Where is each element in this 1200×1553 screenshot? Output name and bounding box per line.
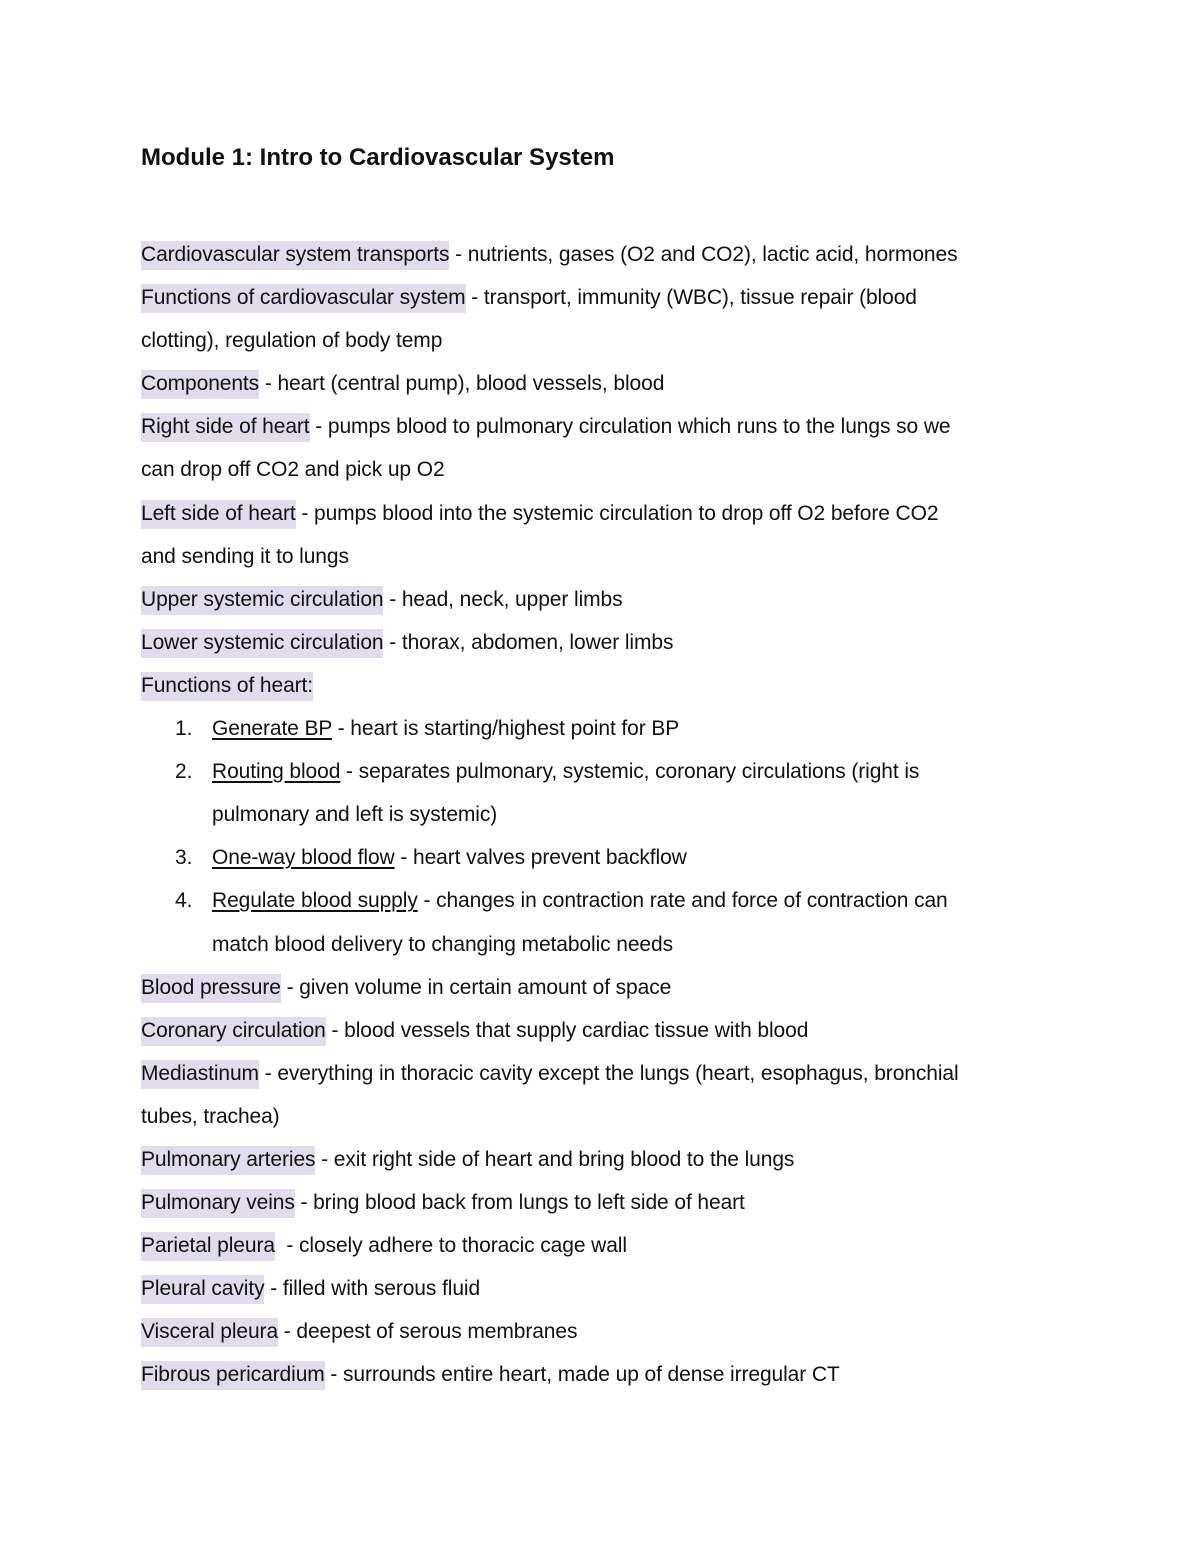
list-item-heading: Regulate blood supply — [212, 889, 418, 913]
highlighted-term: Components — [141, 370, 259, 399]
definition-text: and sending it to lungs — [141, 544, 349, 568]
list-item-text: pulmonary and left is systemic) — [212, 803, 498, 827]
note-pulmonary-veins — [141, 1181, 1071, 1224]
definition-text: - pumps blood into the systemic circulation to drop off O2 before CO2 — [295, 501, 939, 525]
list-number: 2. — [175, 760, 193, 784]
list-item-heading: One-way blood flow — [212, 846, 395, 870]
highlighted-term: Mediastinum — [141, 1060, 259, 1089]
definition-text: - thorax, abdomen, lower limbs — [383, 630, 674, 654]
list-item-heading: Generate BP — [212, 717, 332, 741]
note-pleural-cavity — [141, 1267, 1071, 1310]
note-mediastinum — [141, 1052, 1071, 1095]
note-parietal-pleura — [141, 1224, 1071, 1267]
list-item — [141, 836, 1071, 879]
definition-text: - everything in thoracic cavity except the lungs (heart, esophagus, bronchial — [258, 1061, 959, 1085]
list-number: 1. — [175, 717, 193, 741]
highlighted-term: Left side of heart — [141, 500, 296, 529]
list-item-continued — [141, 923, 1071, 966]
highlighted-term: Lower systemic circulation — [141, 629, 383, 658]
definition-text: can drop off CO2 and pick up O2 — [141, 458, 445, 482]
highlighted-term: Upper systemic circulation — [141, 586, 383, 615]
highlighted-term: Blood pressure — [141, 974, 281, 1003]
note-mediastinum-continued — [141, 1095, 1071, 1138]
highlighted-term: Functions of heart: — [141, 672, 313, 701]
note-visceral-pleura — [141, 1310, 1071, 1353]
note-left-heart-continued — [141, 535, 1071, 578]
list-item-text: - separates pulmonary, systemic, coronary circulations (right is — [340, 760, 920, 784]
highlighted-term: Pleural cavity — [141, 1275, 264, 1304]
highlighted-term: Pulmonary veins — [141, 1189, 295, 1218]
list-item-text: - heart valves prevent backflow — [394, 846, 687, 870]
definition-text: tubes, trachea) — [141, 1104, 280, 1128]
definition-text: - pumps blood to pulmonary circulation which runs to the lungs so we — [309, 415, 951, 439]
definition-text: - transport, immunity (WBC), tissue repair (blood — [465, 286, 917, 310]
page-title: Module 1: Intro to Cardiovascular System — [141, 144, 615, 171]
note-components — [141, 362, 1071, 405]
definition-text: - nutrients, gases (O2 and CO2), lactic acid, hormones — [449, 243, 958, 266]
list-number: 4. — [175, 889, 193, 913]
definition-text: - closely adhere to thoracic cage wall — [274, 1234, 627, 1258]
note-blood-pressure — [141, 966, 1071, 1009]
definition-text: - deepest of serous membranes — [278, 1320, 578, 1344]
note-functions-heart — [141, 664, 1071, 707]
definition-text: - given volume in certain amount of space — [280, 975, 672, 999]
note-functions-cvs-continued — [141, 319, 1071, 362]
note-right-heart — [141, 405, 1071, 448]
definition-text: clotting), regulation of body temp — [141, 329, 443, 353]
highlighted-term: Fibrous pericardium — [141, 1361, 325, 1390]
list-item-text: match blood delivery to changing metabolic needs — [212, 932, 673, 956]
highlighted-term: Functions of cardiovascular system — [141, 284, 466, 313]
list-item — [141, 750, 1071, 793]
highlighted-term: Visceral pleura — [141, 1318, 278, 1347]
definition-text: - surrounds entire heart, made up of dense irregular CT — [324, 1363, 840, 1387]
definition-text: - exit right side of heart and bring blood to the lungs — [315, 1147, 795, 1171]
list-number: 3. — [175, 846, 193, 870]
highlighted-term: Right side of heart — [141, 413, 310, 442]
note-right-heart-continued — [141, 448, 1071, 491]
definition-text: - bring blood back from lungs to left side of heart — [294, 1191, 745, 1215]
definition-text: - filled with serous fluid — [264, 1277, 481, 1301]
list-item — [141, 879, 1071, 922]
definition-text: - head, neck, upper limbs — [383, 587, 623, 611]
list-item — [141, 707, 1071, 750]
note-left-heart — [141, 492, 1071, 535]
note-coronary-circulation — [141, 1009, 1071, 1052]
note-upper-systemic — [141, 578, 1071, 621]
note-transports — [141, 233, 1071, 276]
note-pulmonary-arteries — [141, 1138, 1071, 1181]
definition-text: - blood vessels that supply cardiac tissue with blood — [325, 1018, 809, 1042]
definition-text: - heart (central pump), blood vessels, blood — [259, 372, 665, 396]
highlighted-term: Parietal pleura — [141, 1232, 275, 1261]
highlighted-term: Cardiovascular system transports — [141, 241, 449, 270]
note-lower-systemic — [141, 621, 1071, 664]
notes-body — [141, 233, 1071, 1397]
list-item-heading: Routing blood — [212, 760, 341, 784]
note-functions-cvs — [141, 276, 1071, 319]
list-item-continued — [141, 793, 1071, 836]
highlighted-term: Pulmonary arteries — [141, 1146, 315, 1175]
note-fibrous-pericardium — [141, 1353, 1071, 1396]
highlighted-term: Coronary circulation — [141, 1017, 326, 1046]
list-item-text: - changes in contraction rate and force of contraction can — [417, 889, 948, 913]
list-item-text: - heart is starting/highest point for BP — [331, 717, 680, 741]
